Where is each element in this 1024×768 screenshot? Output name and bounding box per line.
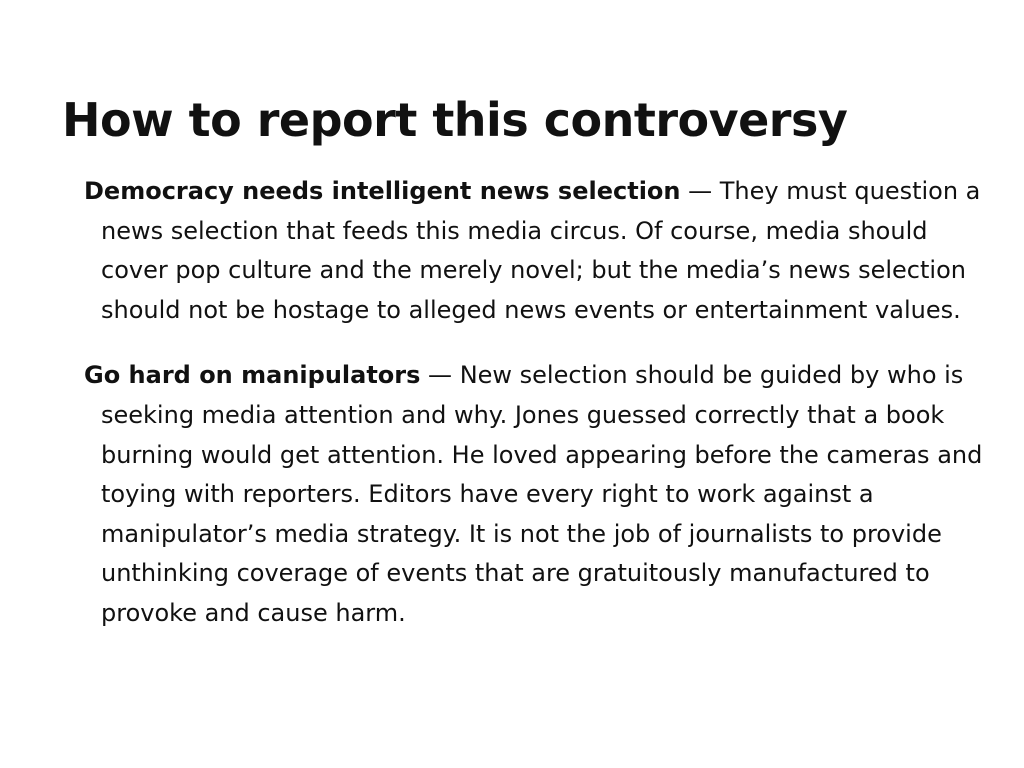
bullet-heading: Go hard on manipulators	[84, 361, 421, 390]
bullet-separator: —	[420, 361, 460, 390]
bullet-list	[84, 172, 984, 660]
bullet-text: They must question a news selection that feeds this media circus. Of course, media should cover pop culture and the merely novel; but the media’s news selection should not be hostage to alleged news events or entertainment values.	[101, 177, 981, 324]
slide-title: How to report this controversy	[62, 93, 848, 147]
bullet-heading: Democracy needs intelligent news selection	[84, 177, 681, 205]
bullet-point-news-selection	[84, 172, 984, 330]
bullet-separator: —	[680, 177, 720, 205]
bullet-point-manipulators	[84, 356, 984, 633]
bullet-text: New selection should be guided by who is seeking media attention and why. Jones guessed correctly that a book burning would get attention. He loved appearing before the cameras and toying with reporters. Editors have every right to work against a manipulator’s media strategy. It is not the job of journalists to provide unthinking coverage of events that are gratuitously manufactured to provoke and cause harm.	[101, 361, 983, 627]
